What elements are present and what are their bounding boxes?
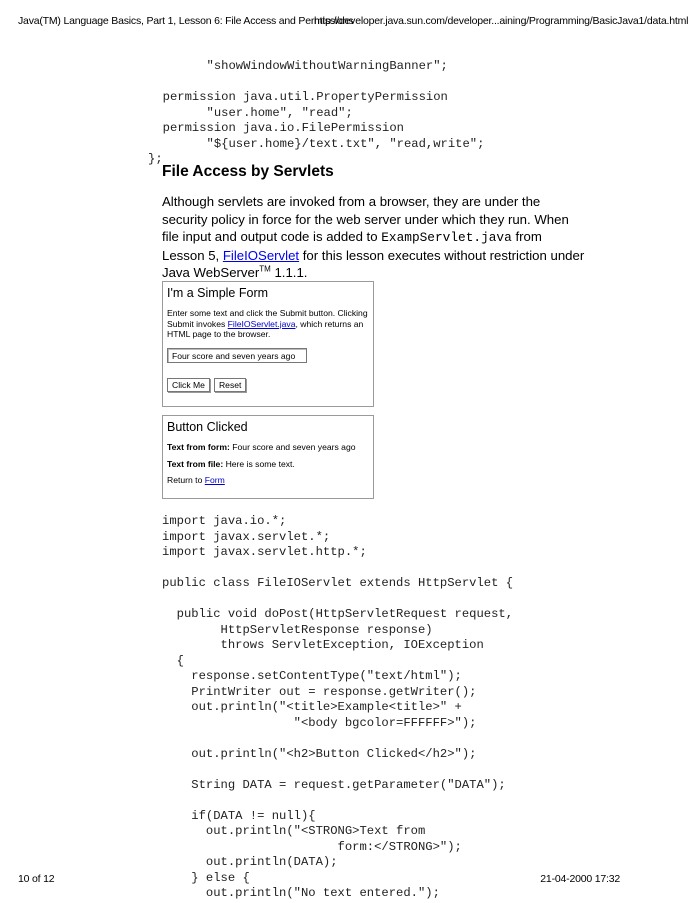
policy-code-block: "showWindowWithoutWarningBanner"; permission java.util.PropertyPermission "user.home", "read"; permission java.io.FilePermission "${user.home}/text.txt", "read,write"; }; — [148, 59, 485, 166]
servlet-code-block: import java.io.*; import javax.servlet.*; import javax.servlet.http.*; public class FileIOServlet extends HttpServlet { public void doPost(HttpServletRequest request, HttpServletResponse response) throws ServletException, IOException { response.setContentType("text/html"); PrintWriter out = response.getWriter(); out.println("<title>Example<title>" + "<body bgcolor=FFFFFF>"); out.println("<h2>Button Clicked</h2>"); String DATA = request.getParameter("DATA"); if(DATA != null){ out.println("<STRONG>Text from form:</STRONG>"); out.println(DATA); } else { out.println("No text entered."); — [162, 514, 514, 900]
form-intro-text-a: Enter some text and click the Submit button. Clicking Submit invokes — [167, 308, 368, 329]
button-clicked-screenshot — [162, 415, 374, 499]
text-from-file-value: Here is some text. — [223, 458, 295, 469]
text-from-form-label: Text from form: — [167, 442, 230, 452]
data-text-field[interactable]: Four score and seven years ago — [167, 348, 307, 363]
section-paragraph — [162, 193, 587, 282]
code-class-name: ExampServlet.java — [381, 230, 512, 245]
return-form-link[interactable]: Form — [204, 475, 225, 485]
para-text-4: 1.1.1. — [270, 265, 308, 280]
text-from-file-line — [167, 459, 369, 470]
form-servlet-link[interactable]: FileIOServlet.java — [227, 318, 296, 329]
para-text-2: from Lesson 5, — [162, 229, 542, 263]
section-heading: File Access by Servlets — [162, 163, 334, 180]
form-intro — [167, 308, 369, 340]
text-from-file-label: Text from file: — [167, 458, 224, 469]
page-header-url: http://developer.java.sun.com/developer...aining/Programming/BasicJava1/data.html — [314, 15, 688, 27]
text-from-form-line — [167, 442, 369, 453]
form-buttons — [167, 378, 369, 392]
form-title: I'm a Simple Form — [167, 286, 269, 300]
form-intro-text-b: , which returns an HTML page to the browser. — [167, 318, 364, 339]
result-title: Button Clicked — [167, 420, 248, 434]
page-header-title: Java(TM) Language Basics, Part 1, Lesson 6: File Access and Permissions — [18, 15, 354, 27]
click-me-button[interactable]: Click Me — [167, 378, 210, 392]
reset-button[interactable]: Reset — [214, 378, 246, 392]
return-text: Return to — [167, 475, 205, 485]
simple-form-screenshot — [162, 281, 374, 407]
page-number: 10 of 12 — [18, 873, 55, 885]
para-text-1: Although servlets are invoked from a browser, they are under the security policy in force for the web server under which they run. When file input and output code is added to — [162, 194, 569, 244]
text-from-form-value: Four score and seven years ago — [229, 442, 356, 452]
fileioservlet-link[interactable]: FileIOServlet — [222, 247, 300, 263]
trademark-mark: TM — [259, 264, 271, 274]
return-line — [167, 475, 369, 486]
para-text-3: for this lesson executes without restriction under Java WebServer — [162, 247, 585, 280]
print-date: 21-04-2000 17:32 — [540, 873, 620, 885]
